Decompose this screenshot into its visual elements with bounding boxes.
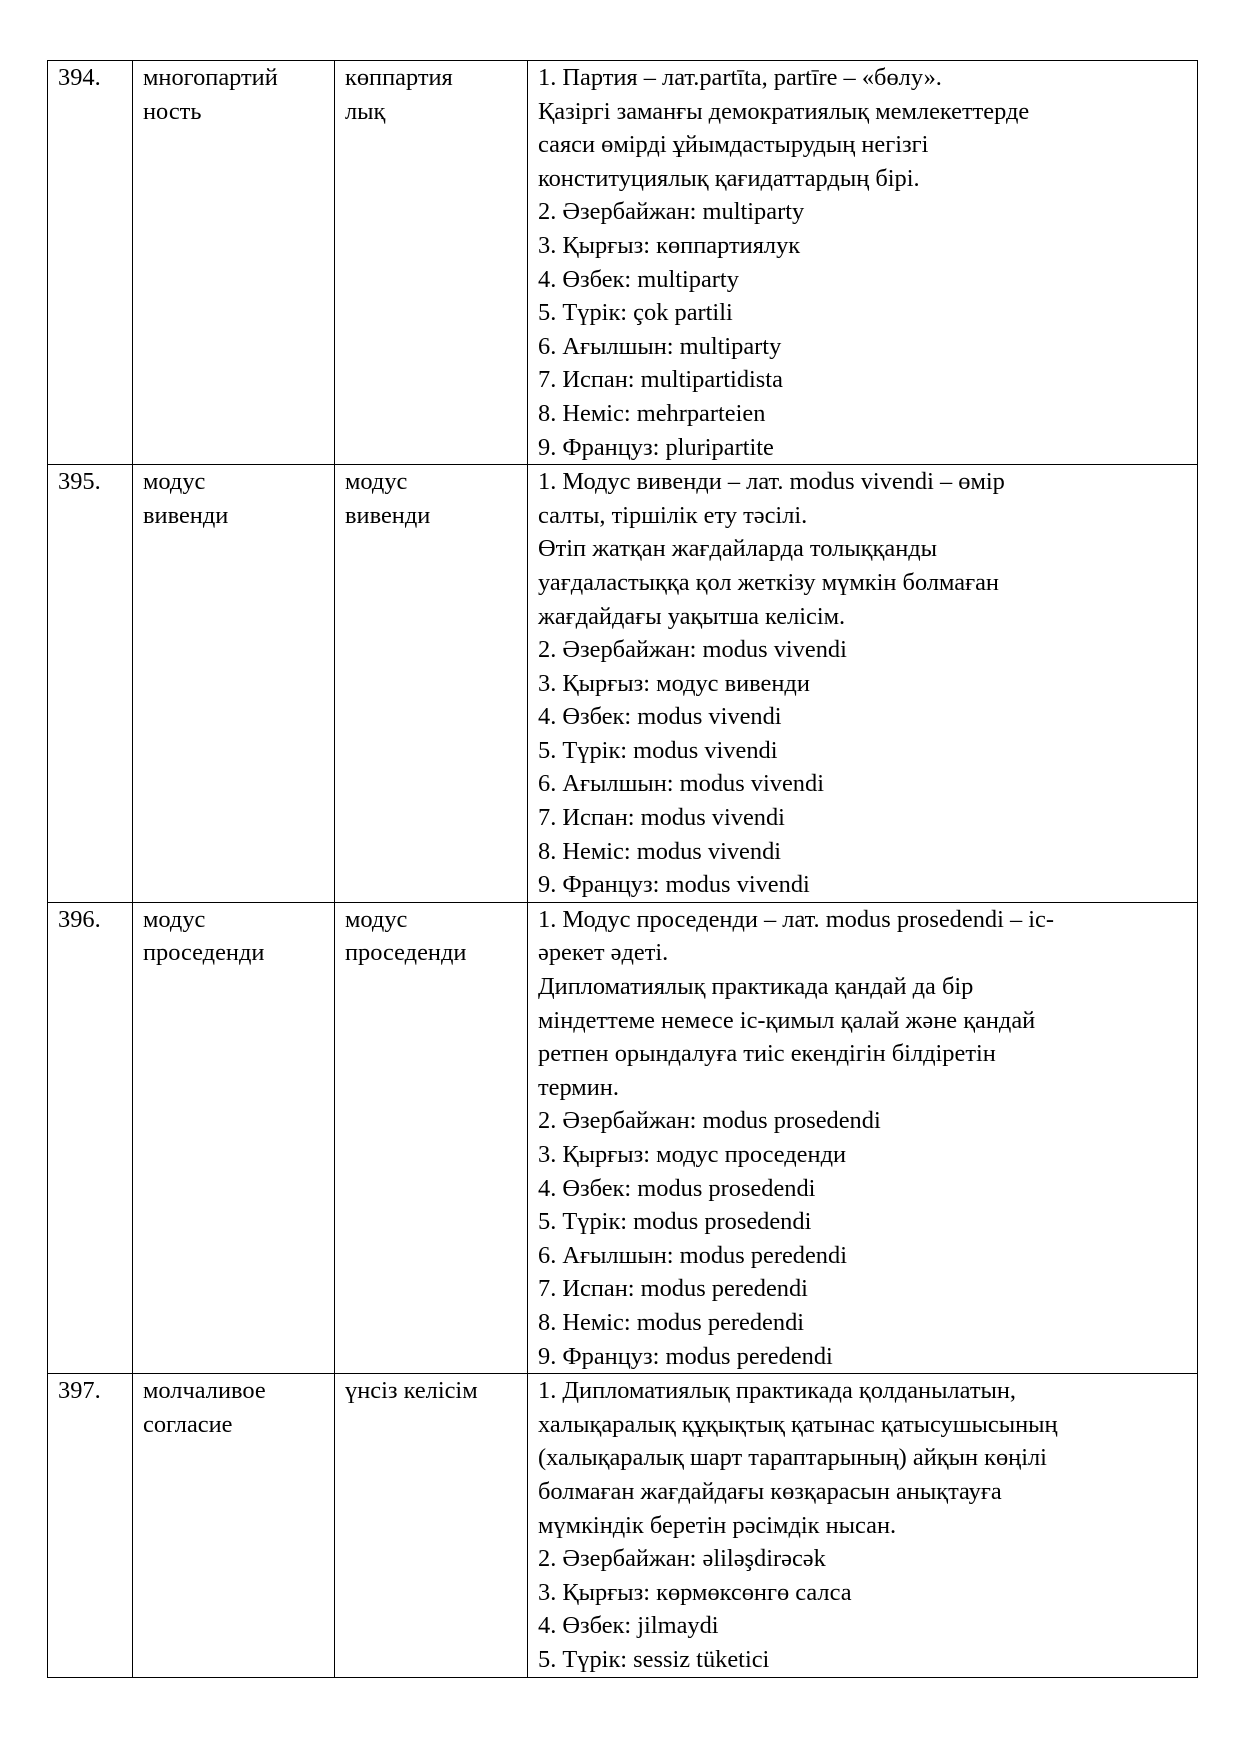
description-line: 1. Дипломатиялық практикада қолданылатын, (538, 1377, 1017, 1405)
description-line: мүмкіндік беретін рәсімдік нысан. (538, 1511, 897, 1539)
description-line: халықаралық құқықтық қатынас қатысушысының (538, 1410, 1058, 1438)
description-line: Өтіп жатқан жағдайларда толыққанды (538, 535, 938, 563)
translation-line: 8. Неміс: modus vivendi (538, 837, 782, 865)
kazakh-term-cell (335, 902, 528, 1373)
description-line: жағдайдағы уақытша келісім. (538, 602, 846, 630)
description-line: міндеттеме немесе іс-қимыл қалай және қандай (538, 1006, 1036, 1034)
description-line: саяси өмірді ұйымдастырудың негізгі (538, 131, 929, 159)
description-line: ретпен орындалуға тиіс екендігін білдіретін (538, 1040, 996, 1068)
translation-line: 2. Әзербайжан: modus prosedendi (538, 1107, 881, 1135)
russian-term-line: многопартий (143, 64, 278, 91)
kazakh-term-line: модус (345, 905, 408, 933)
kazakh-term-cell (335, 61, 528, 465)
entry-number: 395. (58, 468, 101, 496)
entry-number: 396. (58, 905, 101, 933)
kazakh-term-line: көппартия (345, 64, 453, 91)
description-line: уағдаластыққа қол жеткізу мүмкін болмаған (538, 568, 999, 596)
russian-term-cell (133, 465, 335, 903)
translation-line: 5. Түрік: sessiz tüketici (538, 1645, 770, 1673)
kazakh-term-line: проседенди (345, 939, 467, 967)
kazakh-term-line: вивенди (345, 501, 431, 529)
russian-term-cell (133, 61, 335, 465)
description-cell (528, 61, 1198, 465)
translation-line: 3. Қырғыз: модус проседенди (538, 1141, 847, 1168)
entry-number-cell (48, 465, 133, 903)
table-row (48, 902, 1198, 1373)
translation-line: 3. Қырғыз: көрмөксөнгө салса (538, 1578, 852, 1606)
translation-line: 5. Түрік: modus vivendi (538, 736, 778, 764)
translation-line: 4. Өзбек: modus prosedendi (538, 1174, 816, 1202)
entry-number: 394. (58, 64, 101, 91)
table-row (48, 1374, 1198, 1677)
russian-term-cell (133, 902, 335, 1373)
kazakh-term-line: лық (345, 97, 386, 125)
description-line: термин. (538, 1073, 619, 1101)
description-line: конституциялық қағидаттардың бірі. (538, 164, 920, 192)
description-line: әрекет әдеті. (538, 939, 669, 967)
translation-line: 5. Түрік: modus prosedendi (538, 1208, 812, 1236)
translation-line: 6. Ағылшын: multiparty (538, 332, 782, 360)
description-line: 1. Модус вивенди – лат. modus vivendi – өмір (538, 468, 1005, 496)
glossary-table (47, 60, 1198, 1678)
description-line: 1. Партия – лат.partīta, partīre – «бөлу». (538, 64, 942, 91)
russian-term-line: модус (143, 905, 206, 933)
kazakh-term-cell (335, 1374, 528, 1677)
translation-line: 7. Испан: modus peredendi (538, 1275, 808, 1303)
entry-number-cell (48, 902, 133, 1373)
translation-line: 6. Ағылшын: modus peredendi (538, 1241, 847, 1269)
translation-line: 9. Француз: pluripartite (538, 433, 774, 461)
kazakh-term-cell (335, 465, 528, 903)
translation-line: 4. Өзбек: jilmaydi (538, 1612, 719, 1640)
translation-line: 8. Неміс: modus peredendi (538, 1308, 805, 1336)
entry-number: 397. (58, 1377, 101, 1405)
kazakh-term-line: модус (345, 468, 408, 496)
translation-line: 4. Өзбек: multiparty (538, 265, 739, 293)
translation-line: 9. Француз: modus peredendi (538, 1342, 833, 1370)
translation-line: 3. Қырғыз: көппартиялук (538, 231, 801, 259)
entry-number-cell (48, 1374, 133, 1677)
translation-line: 2. Әзербайжан: əliləşdirəcək (538, 1545, 826, 1573)
russian-term-cell (133, 1374, 335, 1677)
russian-term-line: молчаливое (143, 1377, 266, 1405)
translation-line: 6. Ағылшын: modus vivendi (538, 770, 824, 798)
russian-term-line: согласие (143, 1410, 233, 1438)
russian-term-line: вивенди (143, 501, 229, 529)
description-line: болмаған жағдайдағы көзқарасын анықтауға (538, 1477, 1002, 1505)
description-line: (халықаралық шарт тараптарының) айқын көңілі (538, 1444, 1047, 1472)
kazakh-term-line: үнсіз келісім (345, 1377, 478, 1405)
translation-line: 5. Түрік: çok partili (538, 299, 733, 327)
description-line: 1. Модус проседенди – лат. modus prosedendi – іс- (538, 905, 1054, 933)
description-cell (528, 465, 1198, 903)
translation-line: 2. Әзербайжан: modus vivendi (538, 636, 847, 664)
description-cell (528, 1374, 1198, 1677)
russian-term-line: ность (143, 97, 202, 125)
russian-term-line: модус (143, 468, 206, 496)
translation-line: 3. Қырғыз: модус вивенди (538, 669, 810, 697)
description-cell (528, 902, 1198, 1373)
translation-line: 8. Неміс: mehrparteien (538, 399, 766, 427)
translation-line: 9. Француз: modus vivendi (538, 871, 810, 899)
russian-term-line: проседенди (143, 939, 265, 967)
table-row (48, 465, 1198, 903)
translation-line: 4. Өзбек: modus vivendi (538, 703, 782, 731)
entry-number-cell (48, 61, 133, 465)
table-row (48, 61, 1198, 465)
description-line: Дипломатиялық практикада қандай да бір (538, 973, 974, 1001)
description-line: Қазіргі заманғы демократиялық мемлекеттерде (538, 97, 1030, 125)
description-line: салты, тіршілік ету тәсілі. (538, 501, 808, 529)
translation-line: 7. Испан: multipartidista (538, 366, 783, 394)
translation-line: 7. Испан: modus vivendi (538, 804, 785, 832)
translation-line: 2. Әзербайжан: multiparty (538, 198, 805, 226)
